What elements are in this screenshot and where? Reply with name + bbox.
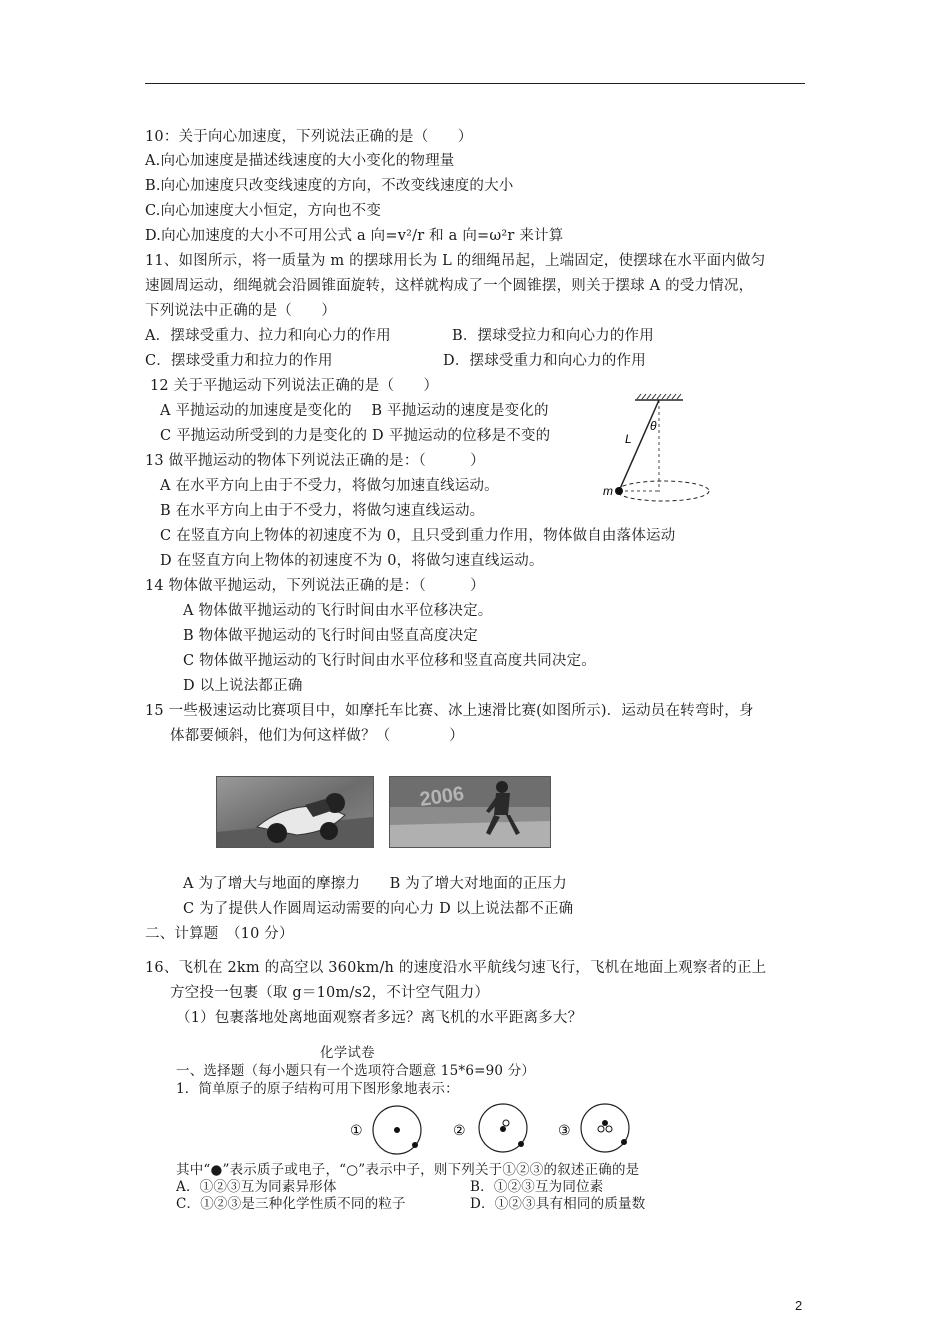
q13-option-c: C 在竖直方向上物体的初速度不为 0，且只受到重力作用，物体做自由落体运动 <box>160 528 676 544</box>
speed-skating-image <box>390 777 550 847</box>
q15-options-ab: A 为了增大与地面的摩擦力 B 为了增大对地面的正压力 <box>183 876 567 892</box>
length-label: L <box>625 432 632 446</box>
chem-q1-note: 其中“●”表示质子或电子，“○”表示中子，则下列关于①②③的叙述正确的是 <box>176 1162 640 1178</box>
atom-3-neutron-1 <box>598 1126 604 1132</box>
chemistry-title: 化学试卷 <box>320 1045 375 1061</box>
q11-option-a: A．摆球受重力、拉力和向心力的作用 <box>145 328 391 344</box>
chem-q1-option-c: C．①②③是三种化学性质不同的粒子 <box>176 1196 406 1212</box>
atom-1-proton <box>394 1127 400 1133</box>
chem-q1-option-a: A．①②③互为同素异形体 <box>176 1179 337 1195</box>
atom-2-proton <box>500 1126 506 1132</box>
q13-stem: 13 做平抛运动的物体下列说法正确的是：（ ） <box>145 453 485 469</box>
q14-option-b: B 物体做平抛运动的飞行时间由竖直高度决定 <box>183 628 478 644</box>
q13-option-a: A 在水平方向上由于不受力，将做匀加速直线运动。 <box>160 478 499 494</box>
motorcycle-race-photo <box>216 776 374 848</box>
q11-option-b: B．摆球受拉力和向心力的作用 <box>452 328 654 344</box>
header-rule <box>145 83 805 84</box>
atom-3-electron <box>621 1139 627 1145</box>
q10-option-b: B.向心加速度只改变线速度的方向，不改变线速度的大小 <box>145 178 514 194</box>
atom-2-neutron <box>503 1120 509 1126</box>
chemistry-section1: 一、选择题（每小题只有一个选项符合题意 15*6=90 分） <box>176 1063 536 1079</box>
chem-q1-stem: 1．简单原子的原子结构可用下图形象地表示： <box>176 1081 459 1097</box>
atom-2-electron <box>518 1141 524 1147</box>
q15-stem-line1: 15 一些极速运动比赛项目中，如摩托车比赛、冰上速滑比赛(如图所示)．运动员在转弯时，身 <box>145 703 754 719</box>
q12-options-cd: C 平抛运动所受到的力是变化的 D 平抛运动的位移是不变的 <box>160 428 551 444</box>
q13-option-b: B 在水平方向上由于不受力，将做匀速直线运动。 <box>160 503 485 519</box>
q15-stem-line2: 体都要倾斜，他们为何这样做？（ ） <box>170 728 464 744</box>
q12-stem: 12 关于平抛运动下列说法正确的是（ ） <box>150 378 439 394</box>
q14-option-d: D 以上说法都正确 <box>183 678 303 694</box>
q14-option-c: C 物体做平抛运动的飞行时间由水平位移和竖直高度共同决定。 <box>183 653 597 669</box>
atom-1-electron <box>412 1142 418 1148</box>
q11-option-d: D．摆球受重力和向心力的作用 <box>443 353 646 369</box>
q10-option-c: C.向心加速度大小恒定，方向也不变 <box>145 203 382 219</box>
atom-label-3: ③ <box>558 1122 571 1138</box>
atom-label-1: ① <box>350 1122 363 1138</box>
chem-q1-option-d: D．①②③具有相同的质量数 <box>470 1196 646 1212</box>
q15-options-cd: C 为了提供人作圆周运动需要的向心力 D 以上说法都不正确 <box>183 901 574 917</box>
atom-label-2: ② <box>453 1122 466 1138</box>
atom-3-neutron-2 <box>606 1126 612 1132</box>
atom-structure-figure <box>345 1100 645 1156</box>
motorcycle-image <box>217 777 373 847</box>
q13-option-d: D 在竖直方向上物体的初速度不为 0，将做匀速直线运动。 <box>160 553 544 569</box>
pendulum-bob <box>615 487 623 495</box>
section2-heading: 二、计算题 （10 分） <box>145 926 294 942</box>
q11-stem-line2: 速圆周运动，细绳就会沿圆锥面旋转，这样就构成了一个圆锥摆，则关于摆球 A 的受力情况， <box>145 278 754 294</box>
q11-stem-line1: 11、如图所示，将一质量为 m 的摆球用长为 L 的细绳吊起，上端固定，使摆球在水平面内做匀 <box>145 253 766 269</box>
mass-label: m <box>603 484 613 498</box>
atom-3-proton <box>602 1120 608 1126</box>
conical-pendulum-figure <box>605 390 720 502</box>
q14-option-a: A 物体做平抛运动的飞行时间由水平位移决定。 <box>183 603 493 619</box>
q16-stem-line1: 16、飞机在 2km 的高空以 360km/h 的速度沿水平航线匀速飞行，飞机在地面上观察者的正上 <box>145 960 767 976</box>
q11-option-c: C．摆球受重力和拉力的作用 <box>145 353 333 369</box>
q14-stem: 14 物体做平抛运动，下列说法正确的是：（ ） <box>145 578 485 594</box>
q16-stem-line2: 方空投一包裹（取 g＝10m/s2，不计空气阻力） <box>170 985 490 1001</box>
angle-label: θ <box>650 419 657 433</box>
q10-option-d: D.向心加速度的大小不可用公式 a 向=v²/r 和 a 向=ω²r 来计算 <box>145 228 564 244</box>
atom-3-shell <box>581 1104 629 1152</box>
q10-stem: 10：关于向心加速度，下列说法正确的是（ ） <box>145 129 473 145</box>
q10-option-a: A.向心加速度是描述线速度的大小变化的物理量 <box>145 153 455 169</box>
q16-subquestion-1: （1）包裹落地处离地面观察者多远？离飞机的水平距离多大？ <box>176 1010 583 1026</box>
photo-banner-text: 2006 <box>418 782 466 811</box>
chem-q1-option-b: B．①②③互为同位素 <box>470 1179 604 1195</box>
q12-options-ab: A 平抛运动的加速度是变化的 B 平抛运动的速度是变化的 <box>160 403 549 419</box>
circular-path <box>617 481 709 501</box>
speed-skating-photo <box>389 776 551 848</box>
q11-stem-line3: 下列说法中正确的是（ ） <box>145 303 337 319</box>
ceiling-hatching <box>637 394 681 399</box>
page-number: 2 <box>795 1298 803 1313</box>
